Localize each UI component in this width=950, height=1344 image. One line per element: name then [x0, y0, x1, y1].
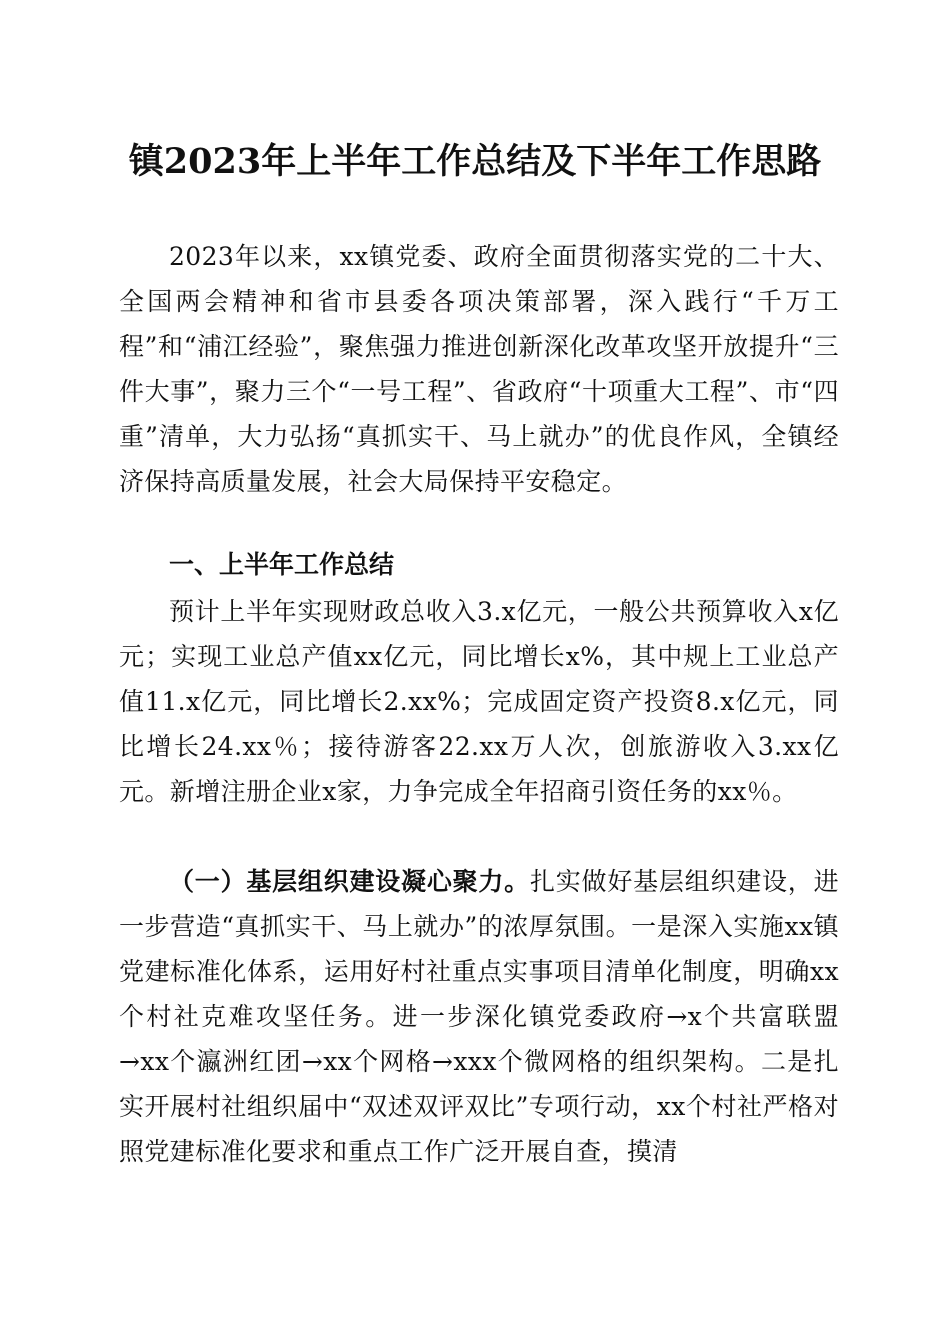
document-title: 镇2023年上半年工作总结及下半年工作思路 [128, 141, 822, 182]
subsection-body: 扎实做好基层组织建设，进一步营造“真抓实干、马上就办”的浓厚氛围。一是深入实施xx镇党建标准化体系，运用好村社重点实事项目清单化制度，明确xx个村社克难攻坚任务。进一步深化镇党委政府→x个共富联盟→xx个瀛洲红团→xx个网格→xxx个微网格的组织架构。二是扎实开展村社组织届中“双述双评双比”专项行动，xx个村社严格对照党建标准化要求和重点工作广泛开展自查，摸清 [119, 867, 839, 1166]
section-heading-first-half-summary: 一、上半年工作总结 [169, 550, 395, 579]
paragraph-grassroots-organization [119, 859, 839, 1174]
paragraph-economic-figures: 预计上半年实现财政总收入3.x亿元，一般公共预算收入x亿元；实现工业总产值xx亿元，同比增长x%，其中规上工业总产值11.x亿元，同比增长2.xx%；完成固定资产投资8.x亿元，同比增长24.xx％；接待游客22.xx万人次，创旅游收入3.xx亿元。新增注册企业x家，力争完成全年招商引资任务的xx％。 [119, 597, 839, 806]
subsection-lead: （一）基层组织建设凝心聚力。 [169, 867, 530, 896]
paragraph-intro: 2023年以来，xx镇党委、政府全面贯彻落实党的二十大、全国两会精神和省市县委各项决策部署，深入践行“千万工程”和“浦江经验”，聚焦强力推进创新深化改革攻坚开放提升“三件大事”，聚力三个“一号工程”、省政府“十项重大工程”、市“四重”清单，大力弘扬“真抓实干、马上就办”的优良作风，全镇经济保持高质量发展，社会大局保持平安稳定。 [119, 242, 839, 496]
